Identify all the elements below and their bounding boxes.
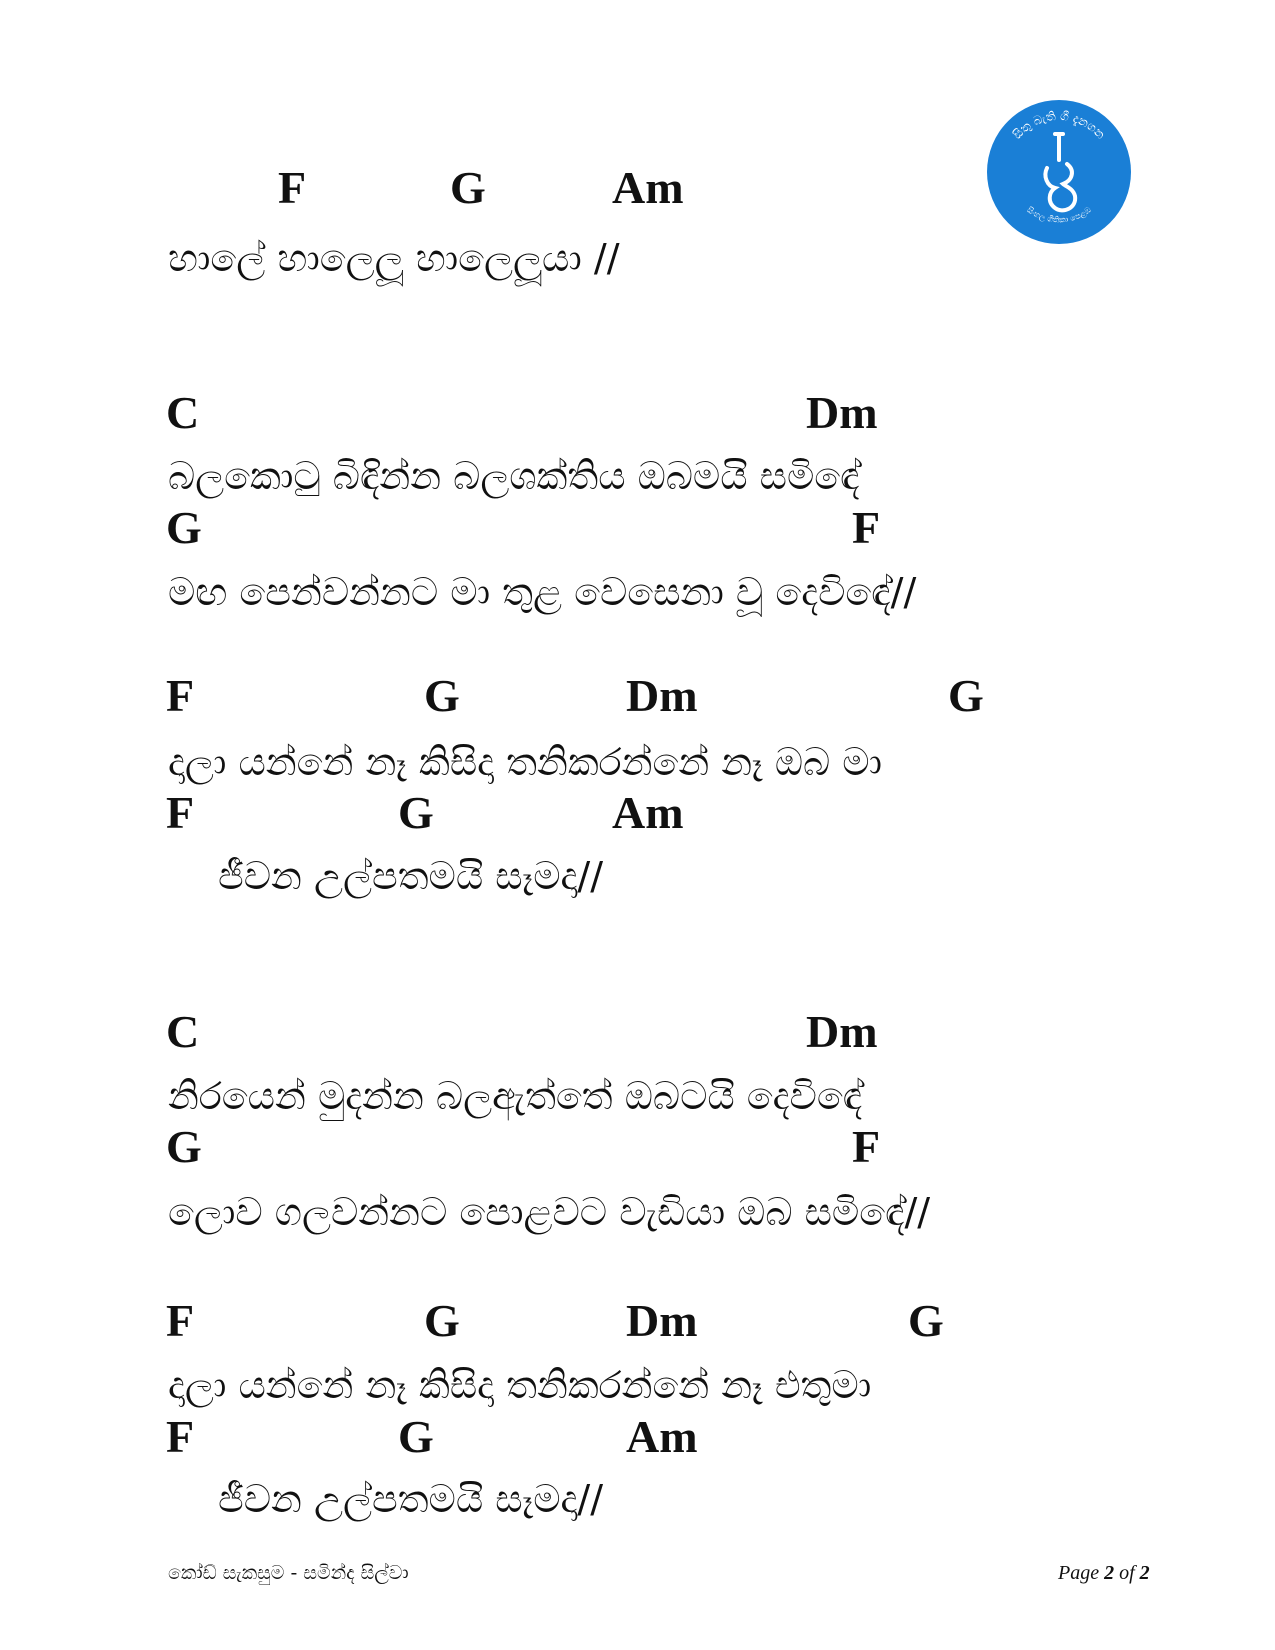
lyric-line: දාලා යන්නේ නෑ කිසිදා තනිකරන්නේ නෑ ඔබ මා [168, 740, 883, 784]
page-total: 2 [1139, 1562, 1150, 1584]
chord-g: G [908, 1295, 944, 1346]
chord-f: F [852, 1121, 881, 1172]
chord-g: G [398, 1411, 434, 1462]
chord-am: Am [612, 787, 684, 838]
svg-text:සිතු බැති ගී දැනගන: සිතු බැති ගී දැනගන [1010, 108, 1108, 142]
chord-g: G [166, 502, 202, 553]
chord-dm: Dm [626, 670, 698, 721]
chord-f: F [852, 502, 881, 553]
chord-c: C [166, 1006, 200, 1057]
chord-g: G [424, 1295, 460, 1346]
chord-dm: Dm [806, 387, 878, 438]
lyric-line: ජීවන උල්පතමයි සෑමදා// [218, 854, 604, 898]
svg-text:සිංහල ගීතිකා පෙළඹ: සිංහල ගීතිකා පෙළඹ [1025, 205, 1093, 225]
page-current: 2 [1104, 1562, 1115, 1584]
lyric-line: දාලා යන්නේ නෑ කිසිදා තනිකරන්නේ නෑ එතුමා [168, 1363, 872, 1407]
lyric-line: නිරයෙන් මුදන්න බලඇත්තේ ඔබටයි දෙවිඳේ [168, 1074, 863, 1118]
chord-g: G [398, 787, 434, 838]
lyric-line: හාලේ හාලෙලූ හාලෙලූයා // [168, 236, 620, 280]
chord-g: G [166, 1121, 202, 1172]
chord-c: C [166, 387, 200, 438]
page-number [1058, 1562, 1150, 1585]
chord-f: F [278, 162, 307, 213]
lyric-line: බලකොටු බිඳින්න බලශක්තිය ඔබමයි සමිඳේ [168, 454, 860, 498]
lyric-line: ලොව ගලවන්නට පොළවට වැඩියා ඔබ සමිඳේ// [168, 1190, 931, 1234]
chord-f: F [166, 1411, 195, 1462]
chord-g: G [424, 670, 460, 721]
chord-g: G [450, 162, 486, 213]
page-of: of [1119, 1562, 1135, 1584]
chord-am: Am [626, 1411, 698, 1462]
chord-f: F [166, 670, 195, 721]
chord-g: G [948, 670, 984, 721]
lyric-line: ජීවන උල්පතමයි සෑමදා// [218, 1477, 604, 1521]
chord-dm: Dm [626, 1295, 698, 1346]
chord-dm: Dm [806, 1006, 878, 1057]
page-prefix: Page [1058, 1562, 1100, 1584]
footer-credit: කෝඩ් සැකසුම - සමින්ද සිල්වා [168, 1562, 409, 1584]
chord-f: F [166, 787, 195, 838]
logo-seal [985, 98, 1133, 246]
chord-f: F [166, 1295, 195, 1346]
lyric-line: මඟ පෙන්වන්නට මා තුළ වෙසෙනා වූ දෙවිඳේ// [168, 570, 917, 614]
chord-am: Am [612, 162, 684, 213]
